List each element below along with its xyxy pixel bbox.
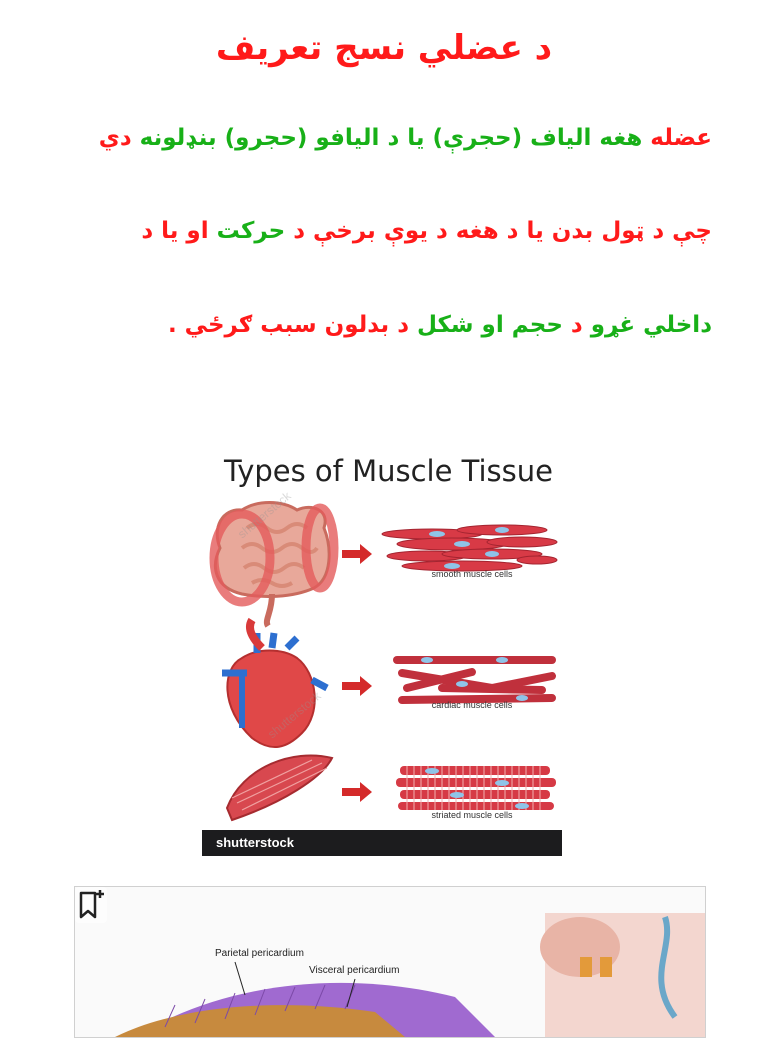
skeletal-muscle-icon bbox=[227, 755, 332, 820]
text-segment: حرکت bbox=[208, 218, 294, 244]
bookmark-add-icon[interactable] bbox=[75, 887, 107, 923]
label-parietal: Parietal pericardium bbox=[215, 948, 304, 959]
text-segment: د bbox=[562, 312, 591, 338]
cardiac-muscle-cells bbox=[397, 660, 552, 700]
brand-bar bbox=[202, 830, 562, 856]
pericardium-illustration bbox=[75, 887, 705, 1037]
caption-striated: striated muscle cells bbox=[431, 810, 513, 820]
text-segment: حجم او شکل bbox=[417, 312, 563, 338]
muscle-tissue-figure bbox=[202, 448, 562, 856]
text-segment: دي bbox=[98, 125, 140, 151]
text-segment: الیاف (حجرې) یا د الیافو (حجرو) بنډلونه bbox=[139, 125, 592, 151]
definition-line-2 bbox=[40, 218, 712, 244]
figure-title: Types of Muscle Tissue bbox=[224, 454, 553, 488]
smooth-muscle-cells bbox=[382, 525, 557, 571]
page-title: د عضلي نسج تعریف bbox=[215, 28, 553, 68]
text-segment: هغه bbox=[591, 125, 651, 151]
text-segment: عضله bbox=[650, 125, 712, 151]
pericardium-figure bbox=[74, 886, 706, 1038]
brand-logo: shutterstock bbox=[216, 835, 295, 850]
arrow-icons bbox=[342, 544, 372, 802]
label-visceral: Visceral pericardium bbox=[309, 965, 400, 976]
watermark: shutterstock bbox=[235, 488, 294, 542]
text-segment: داخلي غړو bbox=[590, 312, 712, 338]
muscle-illustration bbox=[202, 448, 562, 856]
text-segment: چې د ټول بدن یا د هغه د یوې برخې د bbox=[293, 218, 712, 244]
definition-line-3 bbox=[40, 312, 712, 338]
definition-line-1 bbox=[40, 125, 712, 151]
text-segment: او یا د bbox=[141, 218, 209, 244]
caption-cardiac: cardiac muscle cells bbox=[431, 700, 513, 710]
text-segment: د بدلون سبب ګرځي . bbox=[167, 312, 418, 338]
caption-smooth: smooth muscle cells bbox=[431, 569, 513, 579]
watermark: shutterstock bbox=[265, 688, 324, 742]
intestine-icon bbox=[214, 503, 334, 627]
striated-muscle-cells bbox=[396, 766, 556, 810]
